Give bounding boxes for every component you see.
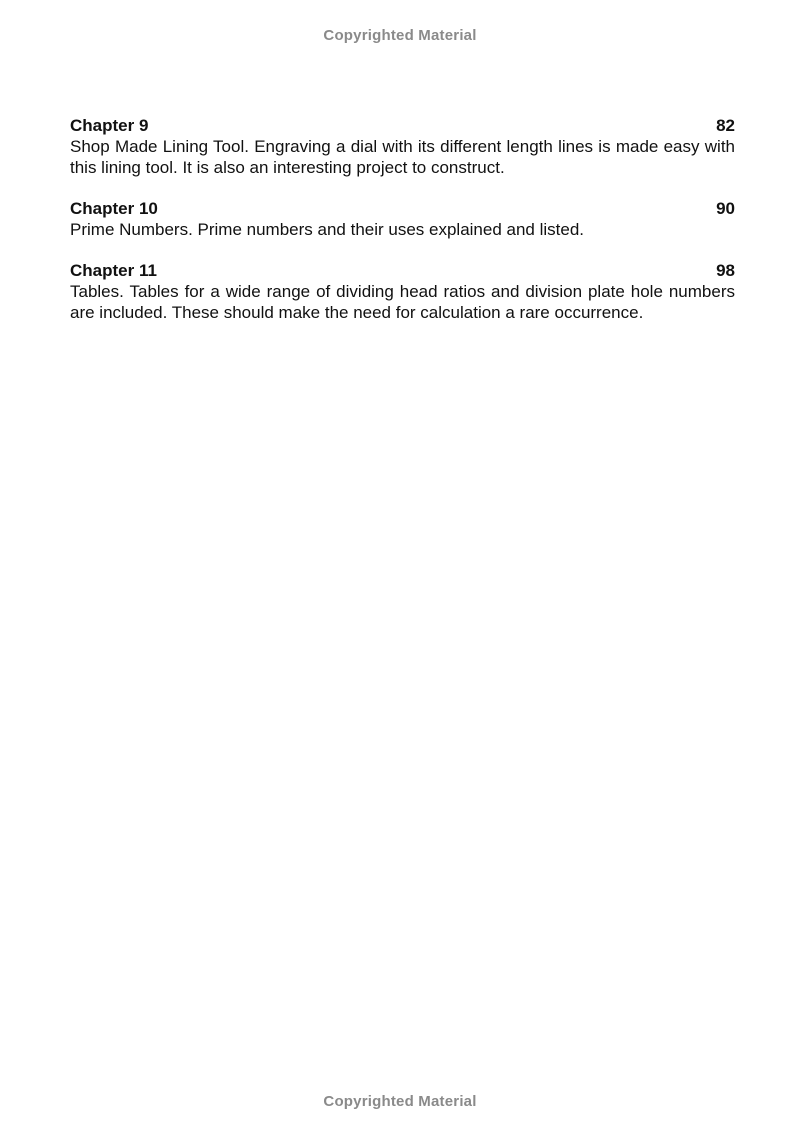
chapter-description: Prime Numbers. Prime numbers and their uses explained and listed.	[70, 220, 585, 239]
chapter-description: Shop Made Lining Tool. Engraving a dial with its different length lines is made easy with this lining tool. It is also an interesting project to construct.	[70, 137, 735, 177]
page-number: 90	[716, 199, 735, 218]
copyright-watermark-bottom: Copyrighted Material	[323, 1093, 477, 1110]
chapter-title: Chapter 11	[70, 261, 157, 280]
toc-entry-header	[70, 115, 735, 136]
table-of-contents	[70, 115, 735, 343]
toc-entry-header	[70, 260, 735, 281]
toc-entry-chapter-11	[70, 260, 735, 323]
chapter-description: Tables. Tables for a wide range of dividing head ratios and division plate hole numbers are included. These should make the need for calculation a rare occurrence.	[70, 282, 735, 322]
toc-entry-chapter-9	[70, 115, 735, 178]
chapter-title: Chapter 10	[70, 199, 158, 218]
chapter-title: Chapter 9	[70, 116, 149, 135]
page-number: 82	[716, 116, 735, 135]
page-number: 98	[716, 261, 735, 280]
toc-entry-chapter-10	[70, 198, 735, 240]
toc-entry-header	[70, 198, 735, 219]
copyright-watermark-top: Copyrighted Material	[323, 27, 477, 44]
